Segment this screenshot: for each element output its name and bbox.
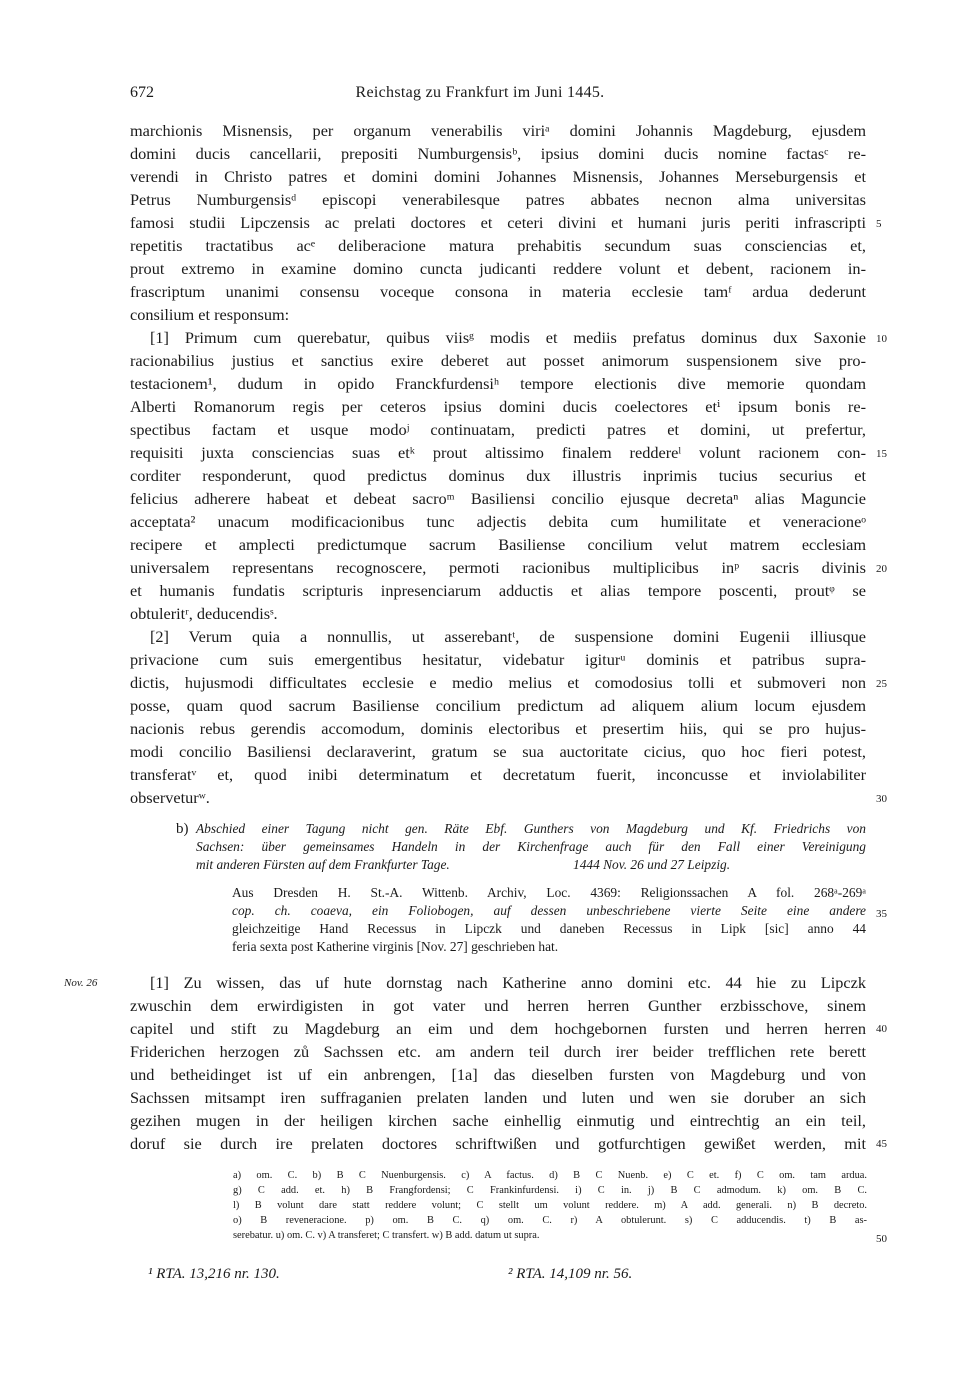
body-line: domini ducis cancellarii, prepositi Numburgensisᵇ, ipsius domini ducis nomine factasᶜ re- [130, 144, 866, 163]
body-line: obtuleritʳ, deducendisˢ. [130, 604, 278, 623]
body-line: marchionis Misnensis, per organum venerabilis viriᵃ domini Johannis Magdeburg, ejusdem [130, 121, 866, 140]
section-title-line: mit anderen Fürsten auf dem Frankfurter Tage. [196, 857, 450, 872]
line-number: 25 [876, 678, 887, 690]
line-number: 15 [876, 448, 887, 460]
body-line: nacionis rebus gerendis accomodum, dominis electoribus et presertim hiis, qui se pro hujus- [130, 719, 866, 738]
body-line: consilium et responsum: [130, 305, 290, 324]
body-line: felicius adherere habeat et debeat sacroᵐ Basiliensi concilio ejusque decretaⁿ alias Maguncie [130, 489, 866, 508]
body-line: racionabilius justius et sanctius exire deberet aut posset animorum suspensionem sive pro- [130, 351, 866, 370]
text-line: doruf sie durch ire prelaten doctores schriftwißen und gotfurchtigen gewißet werden, mit [130, 1134, 866, 1153]
body-line: famosi studii Lipczensis ac prelati doctores et ceteri divini et humani juris periti infrascripti [130, 213, 866, 232]
section-date: 1444 Nov. 26 und 27 Leipzig. [573, 857, 731, 872]
body-line: dictis, hujusmodi difficultates ecclesie e medio melius et comodosius tolli et submoveri non [130, 673, 866, 692]
body-line: posse, quam quod sacrum Basiliense concilium predictum ad aliquem alium locum ejusdem [130, 696, 866, 715]
line-number: 20 [876, 563, 887, 575]
line-number: 50 [876, 1233, 887, 1245]
running-title: Reichstag zu Frankfurt im Juni 1445. [355, 84, 605, 101]
body-line: Petrus Numburgensisᵈ episcopi venerabilesque patres abbates necnon alma universitas [130, 190, 866, 209]
text-line: Friderichen herzogen zů Sachssen etc. am andern teil durch irer beider trefflichen rete berett [130, 1042, 866, 1061]
apparatus-line: l) B volunt dare statt reddere volunt; C stellt um volunt reddere. m) A add. generali. n) B decreto. [233, 1200, 867, 1211]
body-line: prout extremo in examine domino cuncta judicanti reddere volunt et debent, racionem in- [130, 259, 866, 278]
line-number: 10 [876, 333, 887, 345]
line-number: 35 [876, 908, 887, 920]
text-line: gezihen mugen in der heiligen kirchen sache einhellig einmutig und eintrechtig an ein teil, [130, 1111, 866, 1130]
section-label: b) [176, 821, 189, 837]
body-line: acceptata² unacum modificacionibus tunc adjectis debita cum humilitate et veneracioneᵒ [130, 512, 866, 531]
text-line: zwuschin dem erwirdigisten in got vater und herren herren Gunther erzbisschove, sinem [130, 996, 866, 1015]
body-line: testacionem¹, dudum in opido Franckfurdensiʰ tempore electionis dive memorie quondam [130, 374, 866, 393]
page-number: 672 [130, 84, 154, 101]
body-line: frascriptum unanimi consensu voceque consona in materia ecclesie tamᶠ ardua dederunt [130, 282, 866, 301]
body-line: universalem representans recognoscere, permoti racionibus multiplicibus inᵖ sacris divinis [130, 558, 866, 577]
text-line: und betheidinget ist uf ein anbrengen, [1a] das dieselben fursten von Magdeburg und von [130, 1065, 866, 1084]
source-line: cop. ch. coaeva, ein Foliobogen, auf dessen unbeschriebene vierte Seite eine andere [232, 903, 866, 918]
body-line: requisiti juxta consciencias suas etᵏ prout altissimo finalem reddereˡ volunt racionem con- [130, 443, 866, 462]
text-line: Sachssen mitsampt iren suffraganien prelaten landen und luten und wen sie doruber an sich [130, 1088, 866, 1107]
margin-date: Nov. 26 [64, 977, 98, 989]
apparatus-line: g) C add. et. h) B Frangfordensi; C Frankinfurdensi. i) C in. j) B C admodum. k) om. B C. [233, 1185, 867, 1196]
body-line: et humanis fundatis scripturis inpresenciarum adductis et alias tempore poscenti, proutᵠ se [130, 581, 866, 600]
body-line: Alberti Romanorum regis per ceteros ipsius domini ducis coelectores etⁱ ipsum bonis re- [130, 397, 866, 416]
body-line: spectibus factam et usque modoʲ continuatam, predicti patres et domini, ut prefertur, [130, 420, 866, 439]
line-number: 40 [876, 1023, 887, 1035]
body-line: observeturʷ. [130, 788, 210, 807]
source-line: Aus Dresden H. St.-A. Wittenb. Archiv, Loc. 4369: Religionssachen A fol. 268ᵃ-269ᵃ [232, 885, 866, 900]
section-title-line: Abschied einer Tagung nicht gen. Räte Ebf. Gunthers von Magdeburg und Kf. Friedrichs von [196, 821, 866, 836]
section-title-line: Sachsen: über gemeinsames Handeln in der Kirchenfrage auch für den Fall einer Vereinigung [196, 839, 866, 854]
body-line: transferatᵛ et, quod inibi determinatum et decretatum fuerit, inconcusse et inviolabiliter [130, 765, 866, 784]
body-line: corditer responderunt, quod predictus dominus dux illustris inprimis tucius securius et [130, 466, 866, 485]
body-line: privacione cum suis emergentibus hesitatur, videbatur igiturᵘ dominis et patribus supra- [130, 650, 866, 669]
body-line: repetitis tractatibus acᵉ deliberacione matura prehabitis secundum suas consciencias et, [130, 236, 866, 255]
line-number: 30 [876, 793, 887, 805]
source-line: gleichzeitige Hand Recessus in Lipczk und daneben Recessus in Lipk [sic] anno 44 [232, 921, 866, 936]
body-line: recipere et amplecti predictumque sacrum Basiliense concilium velut matrem ecclesiam [130, 535, 866, 554]
body-line: [1] Primum cum querebatur, quibus viisᵍ modis et mediis prefatus dominus dux Saxonie [150, 328, 866, 347]
apparatus-line: serebatur. u) om. C. v) A transferet; C transfert. w) B add. datum ut supra. [233, 1230, 540, 1241]
text-line: [1] Zu wissen, das uf hute dornstag nach Katherine anno domini etc. 44 hie zu Lipczk [150, 973, 866, 992]
line-number: 5 [876, 218, 882, 230]
footnote: ¹ RTA. 13,216 nr. 130. [148, 1266, 280, 1282]
text-line: capitel und stift zu Magdeburg an eim und dem hochgebornen fursten und herren herren [130, 1019, 866, 1038]
source-line: feria sexta post Katherine virginis [Nov. 27] geschrieben hat. [232, 939, 559, 954]
apparatus-line: a) om. C. b) B C Nuenburgensis. c) A factus. d) B C Nuenb. e) C et. f) C om. tam ardua. [233, 1170, 867, 1181]
line-number: 45 [876, 1138, 887, 1150]
body-line: modi concilio Basiliensi declaraverint, gratum se sua auctoritate cicius, quo hoc fieri potest, [130, 742, 866, 761]
body-line: [2] Verum quia a nonnullis, ut asserebantᵗ, de suspensione domini Eugenii illiusque [150, 627, 866, 646]
apparatus-line: o) B reveneracione. p) om. B C. q) om. C. r) A obtulerunt. s) C adducendis. t) B as- [233, 1215, 867, 1226]
body-line: verendi in Christo patres et domini domini Johannes Misnensis, Johannes Merseburgensis et [130, 167, 866, 186]
footnote: ² RTA. 14,109 nr. 56. [508, 1266, 633, 1282]
